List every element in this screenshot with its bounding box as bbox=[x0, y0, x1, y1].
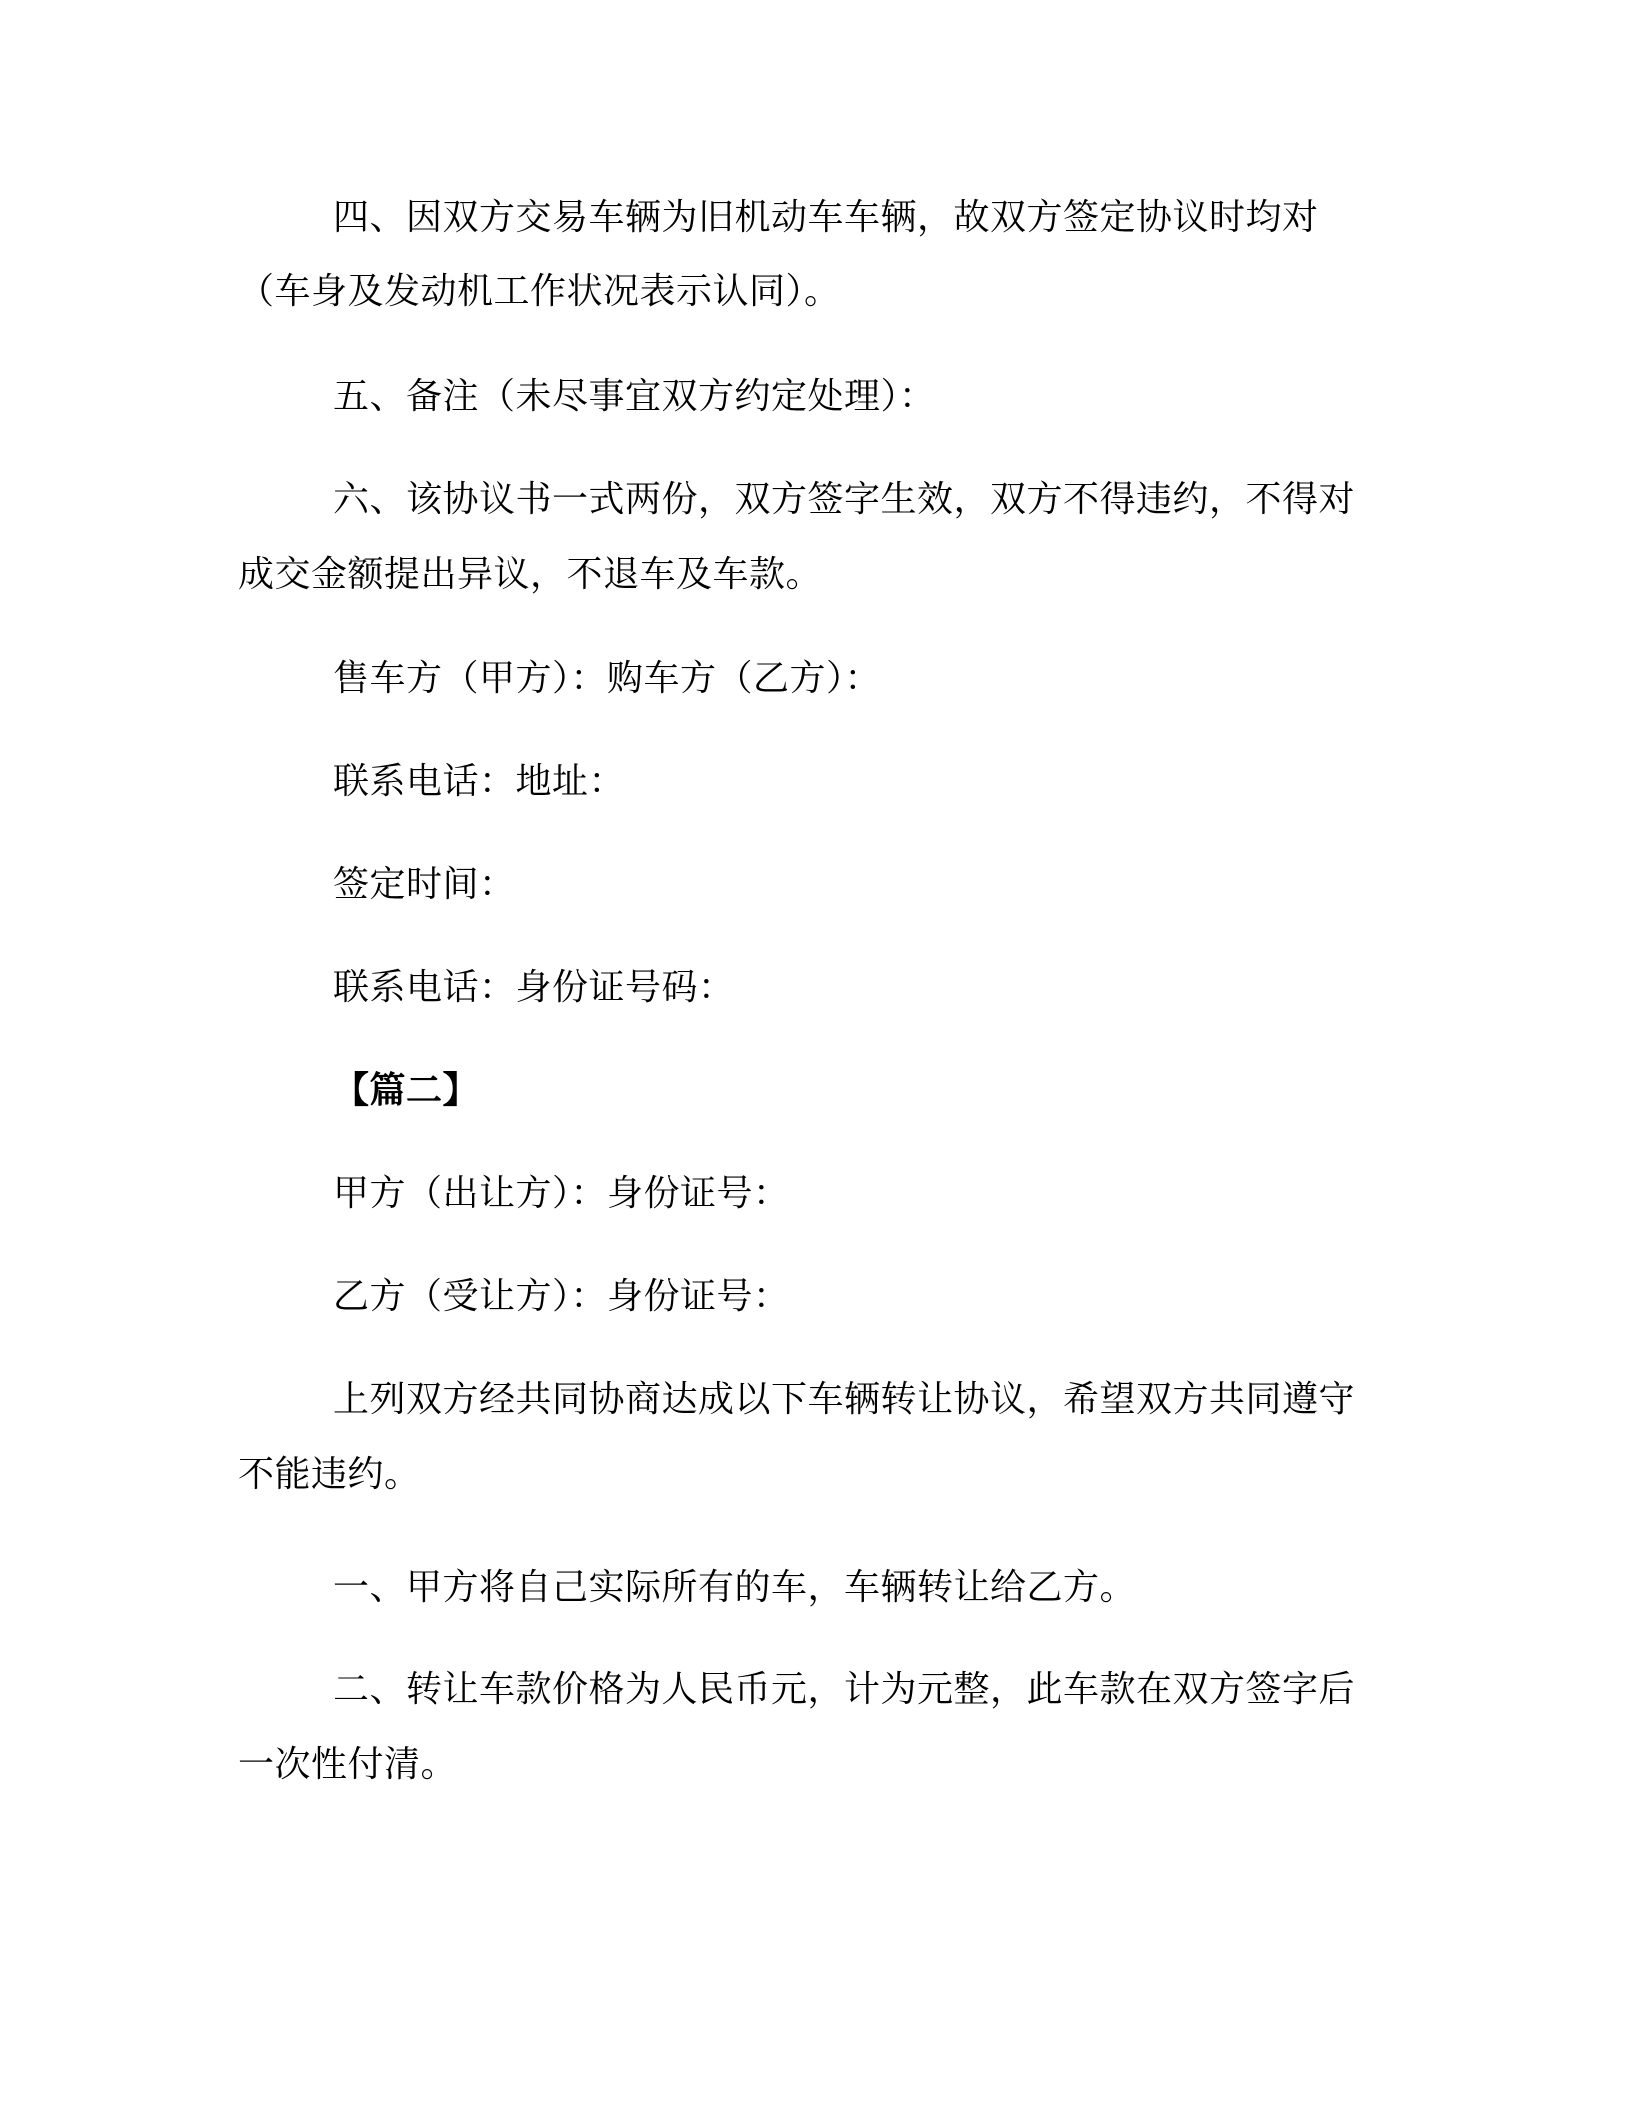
paragraph-6-line-1: 六、该协议书一式两份，双方签字生效，双方不得违约，不得对 bbox=[333, 479, 1356, 520]
agreement-intro-line-2: 不能违约。 bbox=[238, 1454, 421, 1495]
clause-2-line-1: 二、转让车款价格为人民币元，计为元整，此车款在双方签字后 bbox=[333, 1669, 1356, 1710]
clause-1-line: 一、甲方将自己实际所有的车，车辆转让给乙方。 bbox=[333, 1567, 1137, 1608]
paragraph-4-line-1: 四、因双方交易车辆为旧机动车车辆，故双方签定协议时均对 bbox=[333, 197, 1319, 238]
party-a-line: 甲方（出让方）：身份证号： bbox=[333, 1173, 790, 1214]
seller-buyer-line: 售车方（甲方）：购车方（乙方）： bbox=[333, 658, 882, 699]
paragraph-6-line-2: 成交金额提出异议，不退车及车款。 bbox=[238, 554, 823, 595]
agreement-intro-line-1: 上列双方经共同协商达成以下车辆转让协议，希望双方共同遵守 bbox=[333, 1379, 1356, 1420]
phone-id-line: 联系电话：身份证号码： bbox=[333, 967, 735, 1008]
paragraph-5-remarks: 五、备注（未尽事宜双方约定处理）： bbox=[333, 376, 936, 417]
clause-2-line-2: 一次性付清。 bbox=[238, 1744, 458, 1785]
section-heading-part-two: 【篇二】 bbox=[333, 1070, 480, 1111]
phone-address-line: 联系电话：地址： bbox=[333, 761, 626, 802]
sign-date-line: 签定时间： bbox=[333, 864, 516, 905]
paragraph-4-line-2: （车身及发动机工作状况表示认同）。 bbox=[238, 271, 841, 312]
party-b-line: 乙方（受让方）：身份证号： bbox=[333, 1276, 790, 1317]
